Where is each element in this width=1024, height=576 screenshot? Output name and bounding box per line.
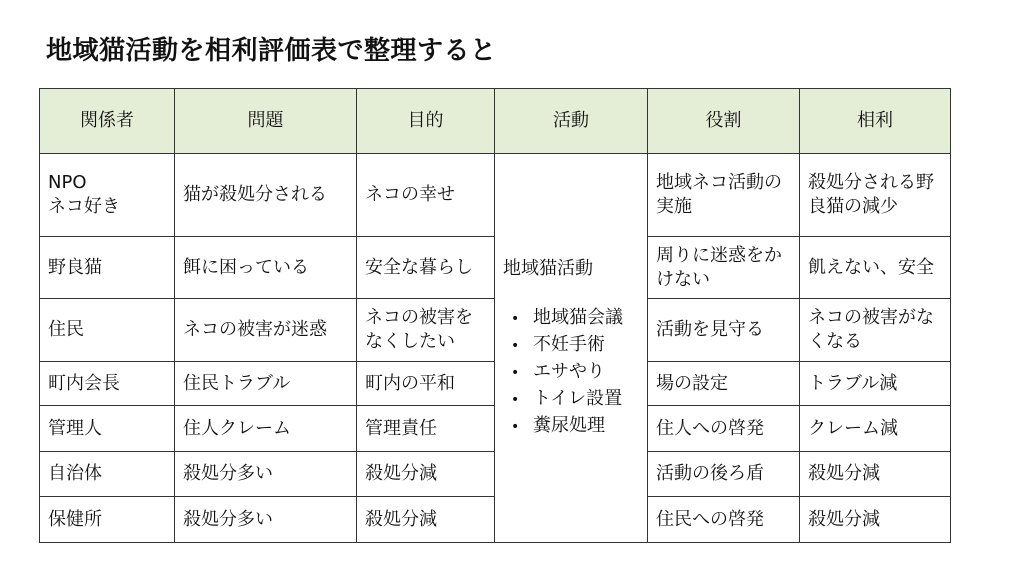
activity-item: トイレ設置	[533, 387, 623, 409]
header-activity: 活動	[495, 89, 648, 154]
table-row	[40, 154, 951, 237]
purpose-cell: 管理責任	[357, 406, 495, 452]
stakeholder-cell: 野良猫	[40, 237, 175, 299]
problem-cell: 餌に困っている	[175, 237, 357, 299]
header-mutual-benefit: 相利	[800, 89, 951, 154]
problem-cell: 住人クレーム	[175, 406, 357, 452]
purpose-cell: ネコの幸せ	[357, 154, 495, 237]
role-cell: 住民への啓発	[648, 497, 800, 543]
stakeholder-line2: ネコ好き	[48, 196, 120, 217]
header-problem: 問題	[175, 89, 357, 154]
bullet-icon: •	[511, 391, 520, 408]
mutual-benefit-cell: 殺処分減	[800, 452, 951, 497]
list-item	[511, 305, 639, 332]
stakeholder-cell: 住民	[40, 299, 175, 362]
activity-title: 地域猫活動	[503, 257, 593, 279]
stakeholder-cell: 管理人	[40, 406, 175, 452]
list-item	[511, 386, 639, 413]
role-cell: 地域ネコ活動の実施	[648, 154, 800, 237]
purpose-cell: 殺処分減	[357, 497, 495, 543]
stakeholder-cell: 自治体	[40, 452, 175, 497]
purpose-cell: 殺処分減	[357, 452, 495, 497]
stakeholder-cell: 町内会長	[40, 362, 175, 406]
role-cell: 活動を見守る	[648, 299, 800, 362]
mutual-benefit-cell: 殺処分減	[800, 497, 951, 543]
stakeholder-cell	[40, 154, 175, 237]
role-cell: 周りに迷惑をかけない	[648, 237, 800, 299]
problem-cell: ネコの被害が迷惑	[175, 299, 357, 362]
problem-cell: 殺処分多い	[175, 497, 357, 543]
purpose-cell: 町内の平和	[357, 362, 495, 406]
mutual-benefit-table	[39, 88, 951, 543]
activity-item: エサやり	[533, 360, 605, 382]
list-item	[511, 413, 639, 440]
activity-cell	[495, 154, 648, 543]
bullet-icon: •	[511, 310, 520, 327]
mutual-benefit-cell: クレーム減	[800, 406, 951, 452]
page-title: 地域猫活動を相利評価表で整理すると	[46, 36, 497, 66]
role-cell: 場の設定	[648, 362, 800, 406]
stakeholder-line1: NPO	[48, 172, 87, 193]
activity-item: 糞尿処理	[533, 414, 605, 436]
problem-cell: 住民トラブル	[175, 362, 357, 406]
purpose-cell: 安全な暮らし	[357, 237, 495, 299]
role-cell: 活動の後ろ盾	[648, 452, 800, 497]
bullet-icon: •	[511, 418, 520, 435]
header-stakeholder: 関係者	[40, 89, 175, 154]
bullet-icon: •	[511, 337, 520, 354]
mutual-benefit-cell: ネコの被害がなくなる	[800, 299, 951, 362]
stakeholder-cell: 保健所	[40, 497, 175, 543]
mutual-benefit-cell: 殺処分される野良猫の減少	[800, 154, 951, 237]
header-purpose: 目的	[357, 89, 495, 154]
purpose-cell: ネコの被害をなくしたい	[357, 299, 495, 362]
activity-list	[503, 305, 639, 440]
problem-cell: 猫が殺処分される	[175, 154, 357, 237]
bullet-icon: •	[511, 364, 520, 381]
list-item	[511, 359, 639, 386]
role-cell: 住人への啓発	[648, 406, 800, 452]
mutual-benefit-cell: トラブル減	[800, 362, 951, 406]
activity-item: 地域猫会議	[533, 306, 623, 328]
problem-cell: 殺処分多い	[175, 452, 357, 497]
header-row	[40, 89, 951, 154]
header-role: 役割	[648, 89, 800, 154]
list-item	[511, 332, 639, 359]
activity-item: 不妊手術	[533, 333, 605, 355]
mutual-benefit-cell: 飢えない、安全	[800, 237, 951, 299]
